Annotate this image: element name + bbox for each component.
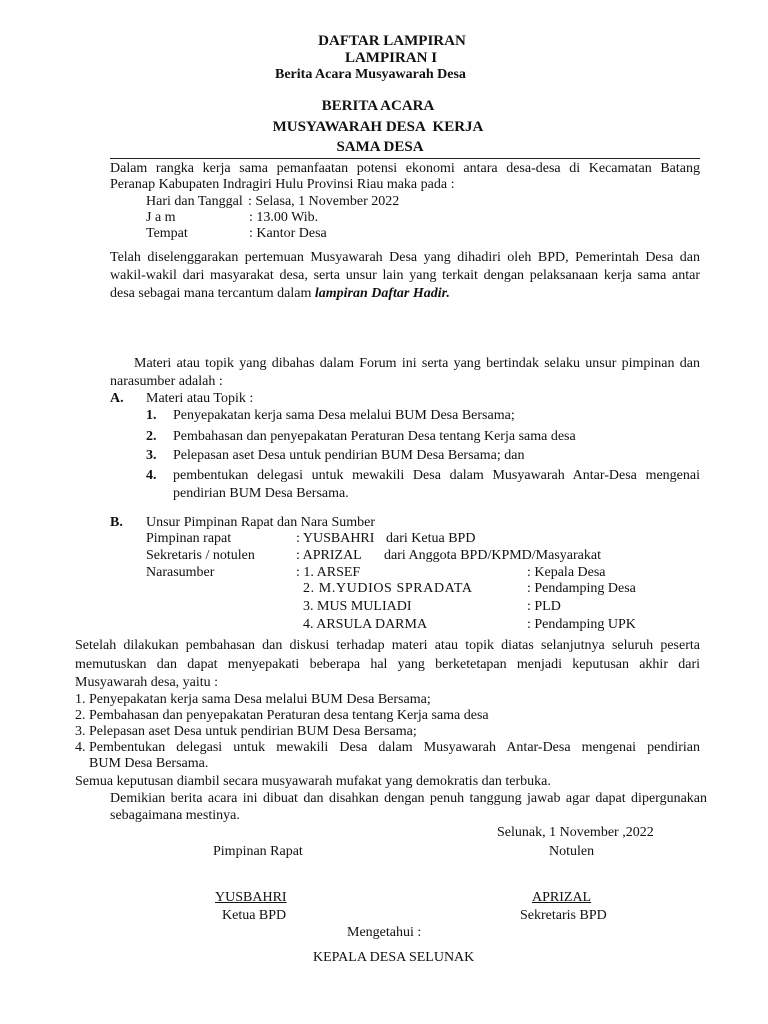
decision-item-number: 4. — [75, 740, 86, 755]
chair-origin: dari Ketua BPD — [386, 531, 476, 546]
chair-signature-title: Pimpinan Rapat — [213, 844, 303, 859]
section-a-heading: Materi atau Topik : — [146, 391, 254, 406]
place-date: Selunak, 1 November ,2022 — [497, 825, 654, 840]
speakers-label: Narasumber — [146, 565, 215, 580]
title-divider — [110, 158, 700, 159]
chair-signature-position: Ketua BPD — [222, 908, 287, 923]
decision-item: 2. Pembahasan dan penyepakatan Peraturan desa tentang Kerja sama desa — [75, 708, 489, 723]
decision-item: Pembentukan delegasi untuk mewakili Desa dalam Musyawarah Antar-Desa mengenai pendirian — [89, 740, 700, 755]
decision-line: Musyawarah desa, yaitu : — [75, 675, 219, 690]
section-a-marker: A. — [110, 391, 124, 406]
speaker-name: : 1. ARSEF — [296, 565, 361, 580]
secretary-signature-position: Sekretaris BPD — [520, 908, 607, 923]
section-b-heading: Unsur Pimpinan Rapat dan Nara Sumber — [146, 515, 376, 530]
closing-line: Demikian berita acara ini dibuat dan disahkan dengan penuh tanggung jawab agar dapat dipergunakan — [110, 791, 707, 806]
attendance-last-text: desa sebagai mana tercantum dalam — [110, 286, 312, 301]
consensus-statement: Semua keputusan diambil secara musyawarah mufakat yang demokratis dan terbuka. — [75, 774, 551, 789]
appendix-list-heading: DAFTAR LAMPIRAN — [318, 33, 466, 49]
village-head-title: KEPALA DESA SELUNAK — [313, 950, 475, 965]
meeting-time-label: J a m — [146, 210, 176, 225]
topic-number: 2. — [146, 429, 157, 444]
attendance-list-reference: lampiran Daftar Hadir. — [314, 286, 450, 301]
decision-item: 3. Pelepasan aset Desa untuk pendirian BUM Desa Bersama; — [75, 724, 417, 739]
meeting-place-label: Tempat — [146, 226, 188, 241]
speaker-role: : Pendamping UPK — [527, 617, 636, 632]
secretary-signature-name: APRIZAL — [532, 890, 592, 905]
appendix-number-heading: LAMPIRAN I — [344, 50, 438, 66]
speaker-name: 2. M.YUDIOS SPRADATA — [303, 581, 473, 596]
meeting-date-label: Hari dan Tanggal — [146, 194, 243, 209]
attendance-line: Telah diselenggarakan pertemuan Musyawarah Desa yang dihadiri oleh BPD, Pemerintah Desa dan — [110, 250, 700, 265]
acknowledged-label: Mengetahui : — [347, 925, 422, 940]
speaker-name: 3. MUS MULIADI — [303, 599, 412, 614]
decision-item: BUM Desa Bersama. — [89, 756, 209, 771]
meeting-time-value: : 13.00 Wib. — [249, 210, 319, 225]
topic-text: pendirian BUM Desa Bersama. — [173, 486, 349, 501]
secretary-name: : APRIZAL — [296, 548, 362, 563]
topic-text: pembentukan delegasi untuk mewakili Desa dalam Musyawarah Antar-Desa mengenai — [173, 468, 700, 483]
decision-line: memutuskan dan dapat menyepakati beberapa hal yang berketetapan menjadi keputusan akhir dari — [75, 657, 700, 672]
attendance-line: wakil-wakil dari masyarakat desa, serta unsur lain yang terkait dengan pelaksanaan kerja sama antar — [110, 268, 700, 283]
topic-text: Penyepakatan kerja sama Desa melalui BUM Desa Bersama; — [173, 408, 515, 423]
secretary-origin: dari Anggota BPD/KPMD/Masyarakat — [384, 548, 601, 563]
speaker-role: : Pendamping Desa — [527, 581, 636, 596]
topic-text: Pembahasan dan penyepakatan Peraturan Desa tentang Kerja sama desa — [173, 429, 576, 444]
chair-label: Pimpinan rapat — [146, 531, 232, 546]
document-title-line-2: MUSYAWARAH DESA KERJA — [272, 119, 484, 135]
forum-intro-line: Materi atau topik yang dibahas dalam Forum ini serta yang bertindak selaku unsur pimpinan dan — [134, 356, 700, 371]
document-title-line-3: SAMA DESA — [336, 139, 424, 155]
intro-line: Peranap Kabupaten Indragiri Hulu Provinsi Riau maka pada : — [110, 177, 455, 192]
decision-item: 1. Penyepakatan kerja sama Desa melalui BUM Desa Bersama; — [75, 692, 431, 707]
speaker-role: : Kepala Desa — [527, 565, 606, 580]
topic-number: 1. — [146, 408, 157, 423]
speaker-role: : PLD — [527, 599, 561, 614]
forum-intro-line: narasumber adalah : — [110, 374, 223, 389]
topic-number: 4. — [146, 468, 157, 483]
topic-text: Pelepasan aset Desa untuk pendirian BUM Desa Bersama; dan — [173, 448, 525, 463]
topic-number: 3. — [146, 448, 157, 463]
meeting-place-value: : Kantor Desa — [249, 226, 327, 241]
meeting-date-value: : Selasa, 1 November 2022 — [248, 194, 400, 209]
secretary-signature-title: Notulen — [549, 844, 595, 859]
closing-line: sebagaimana mestinya. — [110, 808, 240, 823]
attendance-line — [110, 286, 450, 302]
section-b-marker: B. — [110, 515, 123, 530]
secretary-label: Sekretaris / notulen — [146, 548, 255, 563]
decision-line: Setelah dilakukan pembahasan dan diskusi terhadap materi atau topik diatas selanjutnya seluruh peserta — [75, 638, 700, 653]
chair-name: : YUSBAHRI — [296, 531, 375, 546]
document-title-line-1: BERITA ACARA — [321, 98, 435, 114]
appendix-subject-heading: Berita Acara Musyawarah Desa — [275, 67, 466, 82]
intro-line: Dalam rangka kerja sama pemanfaatan potensi ekonomi antara desa-desa di Kecamatan Batang — [110, 161, 700, 176]
chair-signature-name: YUSBAHRI — [215, 890, 287, 905]
speaker-name: 4. ARSULA DARMA — [303, 617, 428, 632]
